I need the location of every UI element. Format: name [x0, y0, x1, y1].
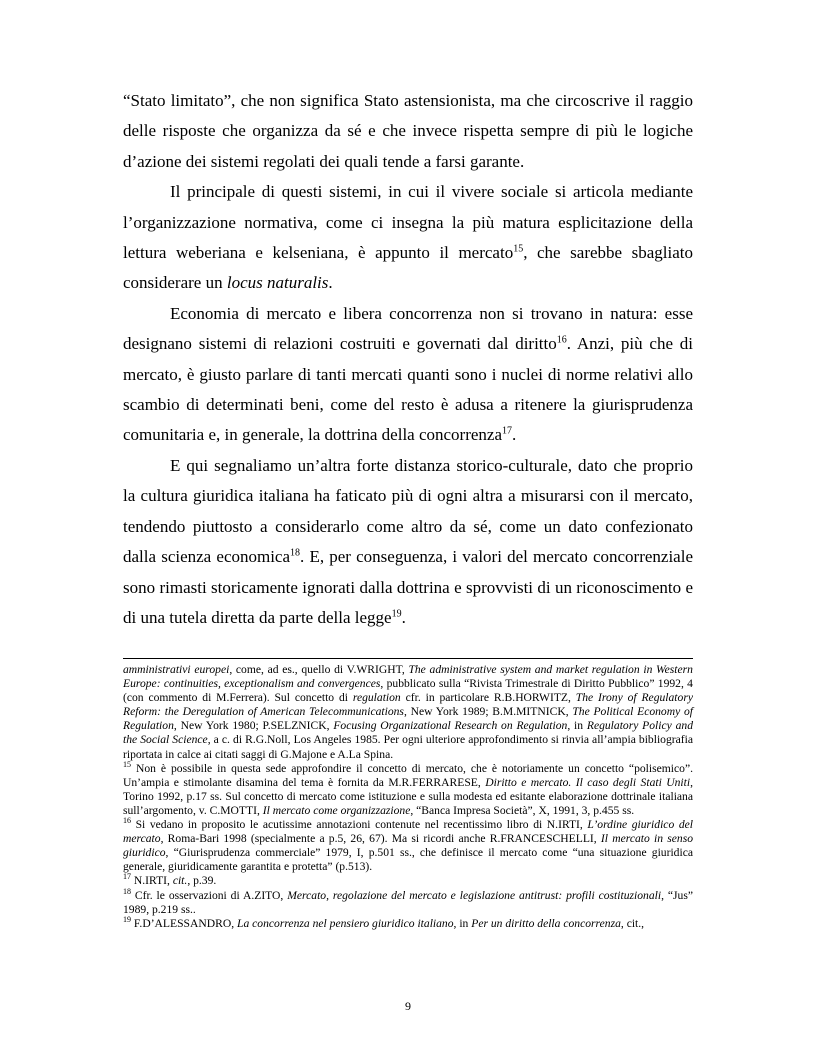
- footnote-ref: 18: [123, 886, 131, 896]
- text-run: Cfr. le osservazioni di A.ZITO,: [131, 888, 288, 902]
- text-run: .: [401, 607, 406, 627]
- footnote: [123, 874, 693, 888]
- italic-text: Il mercato in senso giuridico: [123, 832, 694, 860]
- footnote: [123, 914, 693, 931]
- paragraph: [123, 451, 693, 633]
- text-run: , come, ad es., quello di V.WRIGHT,: [229, 663, 409, 676]
- footnote-ref: 19: [391, 608, 402, 620]
- text-run: , a c. di R.G.Noll, Los Angeles 1985. Per ogni ulteriore approfondimento si rinvia all’ampia bibliografia riportata in calce ai citati saggi di G.Majone e A.La Spina.: [123, 733, 693, 761]
- italic-text: Il mercato come organizzazione: [262, 803, 411, 817]
- footnote-ref: 17: [502, 425, 513, 437]
- text-run: , Torino 1992, p.17 ss. Sul concetto di mercato come istituzione e sulla modesta ed esitante elaborazione dottrinale italiana sull’argomento, v. C.MOTTI,: [123, 775, 693, 817]
- italic-text: Mercato, regolazione del mercato e legislazione antitrust: profili costituzionali: [287, 888, 662, 902]
- text-run: , che sarebbe sbagliato considerare un: [123, 243, 693, 293]
- text-run: , Roma-Bari 1998 (specialmente a p.5, 26, 67). Ma si ricordi anche R.FRANCESCHELLI,: [160, 832, 601, 846]
- italic-text: Regulatory Policy and the Social Science: [123, 719, 693, 747]
- footnote-separator: [123, 658, 693, 659]
- text-run: , “Giurisprudenza commerciale” 1979, I, p.501 ss., che definisce il mercato come “una situazione giuridica generale, giuridicamente garantita e protetta” (p.513).: [123, 846, 693, 874]
- text-run: . E, per conseguenza, i valori del mercato concorrenziale sono rimasti storicamente ignorati dalla dottrina e sprovvisti di un riconoscimento e di una tutela diretta da parte della legge: [123, 547, 693, 627]
- footnote: [123, 759, 693, 818]
- footnote: [123, 886, 693, 917]
- text-run: , “Banca Impresa Società”, X, 1991, 3, p.455 ss.: [410, 803, 635, 817]
- paragraph: [123, 299, 693, 451]
- text-run: . Anzi, più che di mercato, è giusto parlare di tanti mercati quanti sono i nuclei di norme relativi allo scambio di determinati beni, come del resto è adusa a ritenere la giurisprudenza comunitaria e, in generale, la dottrina della concorrenza: [123, 334, 693, 445]
- text-run: , p.39.: [187, 874, 217, 888]
- text-run: E qui segnaliamo un’altra forte distanza storico-culturale, dato che proprio la cultura giuridica italiana ha faticato più di ogni altra a misurarsi con il mercato, tendendo piuttosto a considerarlo come altro da sé, come un dato confezionato dalla scienza economica: [123, 455, 693, 567]
- italic-text: locus naturalis: [226, 273, 329, 293]
- text-run: , New York 1980; P.SELZNICK,: [173, 719, 334, 733]
- italic-text: amministrativi europei: [123, 663, 230, 676]
- page-number: 9: [405, 999, 411, 1013]
- italic-text: Diritto e mercato. Il caso degli Stati Uniti: [485, 775, 691, 789]
- text-run: .: [328, 273, 333, 293]
- main-text: [123, 86, 693, 633]
- footnote-ref: 15: [513, 243, 524, 255]
- footnote-ref: 18: [290, 547, 301, 559]
- paragraph: [123, 177, 693, 299]
- text-run: N.IRTI,: [131, 874, 173, 888]
- text-run: F.D’ALESSANDRO,: [131, 916, 238, 930]
- italic-text: The administrative system and market regulation in Western Europe: continuities, exceptionalism and convergences: [123, 663, 693, 691]
- italic-text: The Political Economy of Regulation: [123, 705, 693, 733]
- italic-text: Focusing Organizational Research on Regulation: [333, 719, 568, 733]
- text-run: Si vedano in proposito le acutissime annotazioni contenute nel recentissimo libro di N.IRTI,: [131, 818, 588, 832]
- text-run: , in: [567, 719, 587, 733]
- text-run: Il principale di questi sistemi, in cui il vivere sociale si articola mediante l’organizzazione normativa, come ci insegna la più matura esplicitazione della lettura weberiana e kelseniana, è appunto il mercato: [123, 182, 693, 263]
- footnote-ref: 17: [123, 872, 131, 882]
- italic-text: regulation: [352, 691, 401, 705]
- text-run: “Stato limitato”, che non significa Stato astensionista, ma che circoscrive il raggio delle risposte che organizza da sé e che invece rispetta sempre di più le logiche d’azione dei sistemi regolati dei quali tende a farsi garante.: [123, 91, 693, 171]
- footnote-ref: 16: [123, 816, 131, 826]
- footnote-ref: 16: [556, 334, 567, 346]
- text-run: Economia di mercato e libera concorrenza non si trovano in natura: esse designano sistemi di relazioni costruiti e governati dal diritto: [123, 303, 693, 354]
- text-run: cfr. in particolare R.B.HORWITZ,: [400, 691, 576, 705]
- text-run: .: [512, 425, 517, 445]
- italic-text: Per un diritto della concorrenza: [471, 916, 621, 930]
- footnote-ref: 15: [123, 759, 131, 769]
- footnote: [123, 818, 693, 874]
- text-run: , “Jus” 1989, p.219 ss..: [123, 888, 693, 916]
- paragraph: [123, 86, 693, 177]
- text-run: , in: [453, 916, 472, 930]
- italic-text: cit.: [172, 874, 188, 888]
- footnote: [123, 663, 693, 762]
- italic-text: L’ordine giuridico del mercato: [123, 818, 693, 846]
- text-run: Non è possibile in questa sede approfondire il concetto di mercato, che è notoriamente un concetto “polisemico”. Un’ampia e stimolante disamina del tema è fornita da M.R.FERRARESE,: [123, 761, 693, 789]
- italic-text: The Irony of Regulatory Reform: the Deregulation of American Telecommunications: [123, 691, 693, 719]
- text-run: , New York 1989; B.M.MITNICK,: [403, 705, 573, 719]
- italic-text: La concorrenza nel pensiero giuridico italiano: [237, 916, 454, 930]
- footnote-ref: 19: [123, 914, 131, 924]
- footnotes: [123, 663, 693, 931]
- text-run: , pubblicato sulla “Rivista Trimestrale di Diritto Pubblico” 1992, 4 (con commento di M.Ferrera). Sul concetto di: [123, 677, 693, 705]
- text-run: , cit.,: [620, 916, 645, 930]
